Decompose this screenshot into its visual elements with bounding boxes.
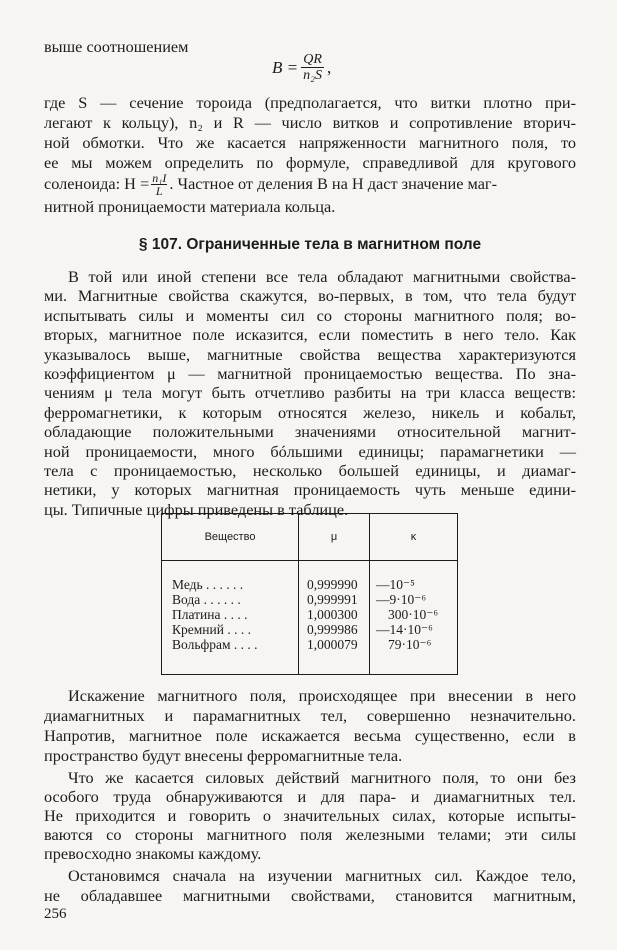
para2-line: нетики, у которых магнитная проницаемость чуть меньше едини- bbox=[44, 480, 576, 500]
table-header-kappa: κ bbox=[370, 514, 457, 561]
para5-line: не обладавшее магнитными свойствами, становится магнитным, bbox=[44, 886, 576, 905]
para3-line: диамагнитных и парамагнитных тел, совершенно незначительно. bbox=[44, 706, 576, 725]
table-cell-mu: 0,999986 bbox=[307, 622, 358, 637]
para1-line: где S — сечение тороида (предполагается, что витки плотно при- bbox=[44, 93, 576, 112]
para4-line: особого труда обнаруживаются и для пара- и диамагнитных тел. bbox=[44, 787, 576, 806]
table-header-substance: Вещество bbox=[162, 514, 298, 561]
para1-last: нитной проницаемости материала кольца. bbox=[44, 197, 336, 216]
para3-last: пространство будут внесены ферромагнитные тела. bbox=[44, 746, 403, 765]
para2-line: ной проницаемости, много бóльшими единицы; парамагнетики — bbox=[44, 441, 576, 461]
intro-line: выше соотношением bbox=[44, 37, 189, 56]
table-cell-mu: 0,999991 bbox=[307, 592, 358, 607]
para2-line: ферромагнетики, к которым относятся железо, никель и кобальт, bbox=[44, 402, 576, 422]
table-cell-mu: 1,000079 bbox=[307, 637, 358, 652]
formula-denominator: n₂S bbox=[303, 68, 322, 83]
table-col-kappa bbox=[370, 514, 457, 674]
para2-line: обладающие положительными значениями относительной магнит- bbox=[44, 422, 576, 442]
table-cell-mu: 1,000300 bbox=[307, 607, 358, 622]
solenoid-den: L bbox=[155, 183, 163, 198]
table-cell-kappa: 79·10⁻⁶ bbox=[388, 637, 432, 652]
table-cell-name: Платина . . . . bbox=[172, 607, 248, 622]
para2-line: испытывать силы и моменты сил со стороны магнитного поля; во- bbox=[44, 305, 576, 325]
table-cell-kappa: —14·10⁻⁶ bbox=[376, 622, 433, 637]
table-cell-kappa: —9·10⁻⁶ bbox=[376, 592, 427, 607]
para3-line: Напротив, магнитное поле искажается весьма существенно, если в bbox=[44, 726, 576, 745]
formula-numerator: QR bbox=[303, 52, 322, 67]
para4-line: ваются со стороны магнитного поля железными телами; эти силы bbox=[44, 825, 576, 844]
table-col-mu bbox=[299, 514, 370, 674]
section-title: § 107. Ограниченные тела в магнитном поле bbox=[138, 236, 482, 253]
para1-line: ее мы можем определить по формуле, справедливой для кругового bbox=[44, 153, 576, 172]
formula-trail: , bbox=[326, 57, 332, 77]
table-cell-kappa: 300·10⁻⁶ bbox=[388, 607, 439, 622]
para1-line: легают к кольцу), n₂ и R — число витков и сопротивление вторич- bbox=[44, 113, 576, 132]
formula-b bbox=[272, 52, 331, 83]
formula-fraction bbox=[301, 52, 324, 83]
solenoid-after: . Частное от деления B на H даст значение маг- bbox=[169, 174, 498, 193]
para2-last: цы. Типичные цифры приведены в таблице. bbox=[44, 499, 349, 519]
solenoid-fraction bbox=[151, 172, 167, 197]
para2-line: В той или иной степени все тела обладают магнитными свойства- bbox=[68, 267, 576, 286]
table-cell-name: Вольфрам . . . . bbox=[172, 637, 258, 652]
para4-last: превосходно знакомы каждому. bbox=[44, 844, 262, 863]
para2-line: тела с проницаемостью, несколько большей единицы, и диамаг- bbox=[44, 461, 576, 480]
para4-line: Не приходится и говорить о значительных силах, которые испыты- bbox=[44, 806, 576, 825]
substance-table bbox=[161, 513, 458, 675]
para2-line: коэффициентом μ — магнитной проницаемостью вещества. По зна- bbox=[44, 364, 576, 383]
formula-lhs: B = bbox=[272, 57, 299, 77]
solenoid-before: соленоида: H = bbox=[44, 174, 150, 193]
para2-line: чениям μ тела могут быть отчетливо разбиты на три класса веществ: bbox=[44, 383, 576, 403]
para5-line: Остановимся сначала на изучении магнитных сил. Каждое тело, bbox=[68, 866, 576, 885]
para2-line: указывалось выше, магнитные свойства вещества характеризуются bbox=[44, 344, 576, 364]
solenoid-line bbox=[44, 172, 576, 196]
table-cell-name: Вода . . . . . . bbox=[172, 592, 241, 607]
para2-line: вторых, магнитное поле исказится, если поместить в него тело. Как bbox=[44, 325, 576, 345]
solenoid-num: n₁I bbox=[152, 170, 167, 185]
para3-line: Искажение магнитного поля, происходящее при внесении в него bbox=[68, 686, 576, 705]
table-cell-kappa: —10⁻⁵ bbox=[376, 577, 415, 592]
table-cell-name: Кремний . . . . bbox=[172, 622, 251, 637]
page-number: 256 bbox=[44, 906, 67, 922]
table-header-mu: μ bbox=[299, 514, 369, 561]
table-cell-mu: 0,999990 bbox=[307, 577, 358, 592]
para2-line: ми. Магнитные свойства скажутся, во-первых, в том, что тела будут bbox=[44, 286, 576, 306]
table-cell-name: Медь . . . . . . bbox=[172, 577, 244, 592]
para4-line: Что же касается силовых действий магнитного поля, то они без bbox=[68, 768, 576, 787]
para1-line: ной обмотки. Что же касается напряженности магнитного поля, то bbox=[44, 133, 576, 152]
table-col-substance bbox=[162, 514, 299, 674]
